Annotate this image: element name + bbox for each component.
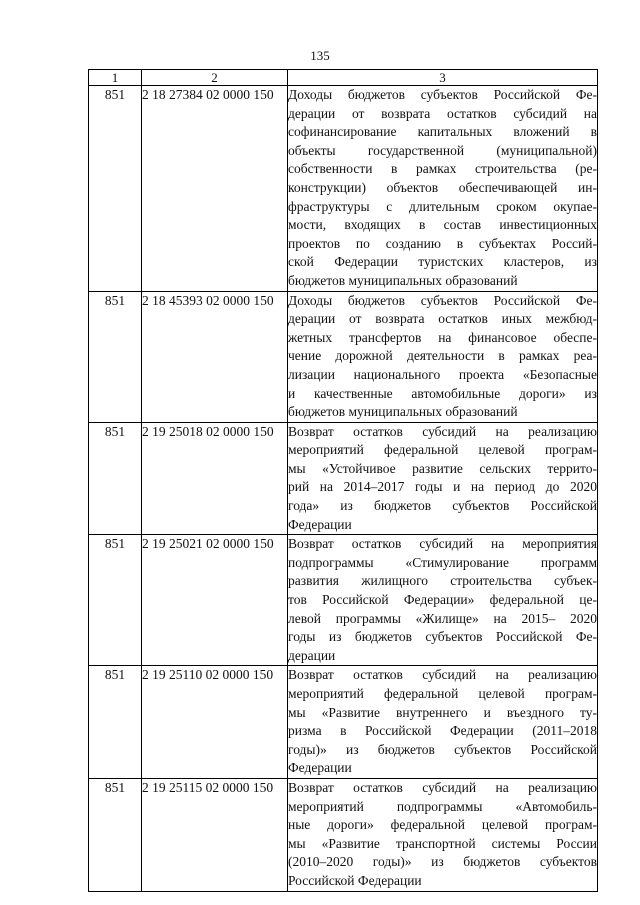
income-name-line: мероприятий подпрограммы «Автомобиль- (288, 798, 597, 814)
admin-code-cell: 851 (89, 778, 142, 891)
income-name-line: Российской Федерации (288, 872, 422, 888)
income-name-line: мероприятий федеральной целевой програм- (288, 686, 597, 701)
income-name-line: годы из бюджетов субъектов Российской Фе- (288, 629, 597, 645)
income-name-cell (288, 291, 598, 422)
column-header-1: 1 (89, 70, 142, 86)
income-name-line: дерации от возврата остатков субсидий на (288, 105, 597, 121)
table-row (89, 535, 598, 666)
income-name-line: и качественные автомобильные дороги» из (288, 385, 597, 401)
income-name-line: Доходы бюджетов субъектов Российской Фе- (288, 87, 597, 102)
income-code-cell: 2 19 25018 02 0000 150 (142, 422, 288, 535)
income-name-cell (288, 778, 598, 891)
income-name-line: года» из бюджетов субъектов Российской (288, 498, 597, 514)
column-header-3: 3 (288, 70, 598, 86)
income-name-line: проектов по созданию в субъектах Россий- (288, 235, 597, 251)
income-name-line: бюджетов муниципальных образований (288, 404, 518, 420)
table-row (89, 86, 598, 292)
income-code-cell: 2 19 25021 02 0000 150 (142, 535, 288, 666)
income-name-cell (288, 535, 598, 666)
income-name-line: чение дорожной деятельности в рамках реа- (288, 348, 597, 364)
income-name-line: (2010–2020 годы)» из бюджетов субъектов (288, 854, 597, 870)
income-code-cell: 2 19 25110 02 0000 150 (142, 666, 288, 779)
table-row (89, 666, 598, 779)
admin-code-cell: 851 (89, 666, 142, 779)
admin-code-cell: 851 (89, 422, 142, 535)
income-name-line: левой программы «Жилище» на 2015– 2020 (288, 610, 597, 626)
income-name-line: дерации (288, 647, 336, 663)
admin-code-cell: 851 (89, 535, 142, 666)
income-name-line: дерации от возврата остатков иных межбюд- (288, 311, 597, 327)
income-name-line: Возврат остатков субсидий на реализацию (288, 423, 597, 439)
income-name-line: жетных трансфертов на финансовое обеспе- (288, 329, 597, 345)
income-name-line: подпрограммы «Стимулирование программ (288, 554, 597, 570)
income-name-cell (288, 86, 598, 292)
income-name-line: Федерации (288, 760, 352, 776)
income-name-cell (288, 422, 598, 535)
income-name-line: конструкции) объектов обеспечивающей ин- (288, 179, 597, 195)
income-name-line: мы «Развитие внутреннего и въездного ту- (288, 704, 597, 720)
income-code-cell: 2 18 45393 02 0000 150 (142, 291, 288, 422)
income-code-cell: 2 18 27384 02 0000 150 (142, 86, 288, 292)
admin-code-cell: 851 (89, 291, 142, 422)
income-name-line: мы «Устойчивое развитие сельских террито- (288, 460, 597, 476)
income-name-line: Возврат остатков субсидий на реализацию (288, 667, 597, 683)
income-name-line: годы)» из бюджетов субъектов Российской (288, 741, 597, 757)
column-header-2: 2 (142, 70, 288, 86)
income-name-line: развития жилищного строительства субъек- (288, 573, 597, 589)
income-name-line: Доходы бюджетов субъектов Российской Фе- (288, 292, 597, 308)
table-header-row (89, 70, 598, 86)
income-name-line: тов Российской Федерации» федеральной це- (288, 592, 597, 608)
income-name-line: собственности в рамках строительства (ре- (288, 161, 597, 177)
income-name-line: мероприятий федеральной целевой програм- (288, 442, 597, 458)
table-body (89, 86, 598, 892)
income-name-line: Федерации (288, 516, 352, 532)
income-name-line: бюджетов муниципальных образований (288, 272, 518, 288)
income-name-cell (288, 666, 598, 779)
admin-code-cell: 851 (89, 86, 142, 292)
income-name-line: рий на 2014–2017 годы и на период до 2020 (288, 479, 597, 495)
income-name-line: фраструктуры с длительным сроком окупае- (288, 198, 597, 214)
page-number: 135 (310, 48, 330, 63)
income-name-line: ризма в Российской Федерации (2011–2018 (288, 723, 597, 739)
income-name-line: ской Федерации туристских кластеров, из (288, 254, 597, 270)
income-code-cell: 2 19 25115 02 0000 150 (142, 778, 288, 891)
table-row (89, 291, 598, 422)
table-row (89, 778, 598, 891)
income-name-line: мы «Развитие транспортной системы России (288, 835, 597, 851)
income-name-line: лизации национального проекта «Безопасные (288, 366, 597, 382)
table-row (89, 422, 598, 535)
income-name-line: объекты государственной (муниципальной) (288, 142, 597, 158)
income-name-line: софинансирование капитальных вложений в (288, 124, 597, 140)
income-name-line: Возврат остатков субсидий на реализацию (288, 779, 597, 795)
budget-revenue-table (88, 69, 598, 892)
income-name-line: мости, входящих в состав инвестиционных (288, 217, 597, 233)
income-name-line: Возврат остатков субсидий на мероприятия (288, 536, 597, 552)
income-name-line: ные дороги» федеральной целевой програм- (288, 817, 597, 833)
